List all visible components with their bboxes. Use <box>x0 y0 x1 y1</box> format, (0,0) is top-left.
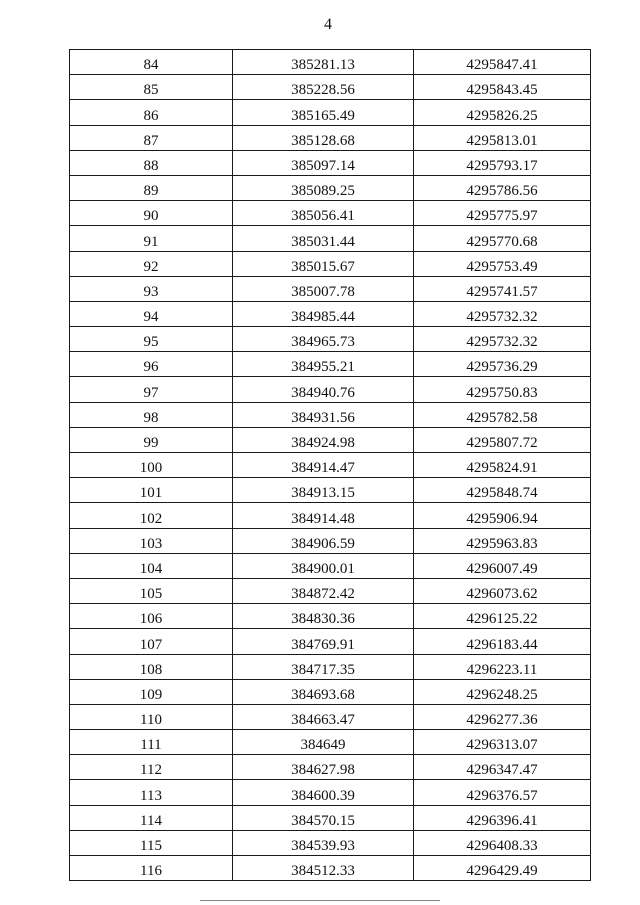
y-coordinate-cell: 4296408.33 <box>414 830 591 855</box>
point-number-cell: 90 <box>70 201 233 226</box>
y-coordinate-cell: 4295736.29 <box>414 352 591 377</box>
y-coordinate-cell: 4295847.41 <box>414 50 591 75</box>
x-coordinate-cell: 385056.41 <box>233 201 414 226</box>
point-number-cell: 93 <box>70 276 233 301</box>
table-row <box>70 226 591 251</box>
point-number-cell: 87 <box>70 125 233 150</box>
page-number: 4 <box>324 16 332 33</box>
x-coordinate-cell: 384872.42 <box>233 578 414 603</box>
x-coordinate-cell: 384940.76 <box>233 377 414 402</box>
table-row <box>70 327 591 352</box>
table-row <box>70 679 591 704</box>
y-coordinate-cell: 4296347.47 <box>414 755 591 780</box>
table-row <box>70 453 591 478</box>
x-coordinate-cell: 384914.47 <box>233 453 414 478</box>
table-row <box>70 175 591 200</box>
x-coordinate-cell: 385281.13 <box>233 50 414 75</box>
table-row <box>70 704 591 729</box>
table-row <box>70 629 591 654</box>
x-coordinate-cell: 384769.91 <box>233 629 414 654</box>
x-coordinate-cell: 385007.78 <box>233 276 414 301</box>
y-coordinate-cell: 4295963.83 <box>414 528 591 553</box>
point-number-cell: 94 <box>70 301 233 326</box>
x-coordinate-cell: 384600.39 <box>233 780 414 805</box>
y-coordinate-cell: 4295786.56 <box>414 175 591 200</box>
coordinates-table-body <box>70 50 591 881</box>
x-coordinate-cell: 384924.98 <box>233 427 414 452</box>
point-number-cell: 108 <box>70 654 233 679</box>
y-coordinate-cell: 4295848.74 <box>414 478 591 503</box>
y-coordinate-cell: 4295782.58 <box>414 402 591 427</box>
table-row <box>70 856 591 881</box>
y-coordinate-cell: 4295843.45 <box>414 75 591 100</box>
coordinates-table-container <box>69 49 591 881</box>
x-coordinate-cell: 384955.21 <box>233 352 414 377</box>
point-number-cell: 115 <box>70 830 233 855</box>
point-number-cell: 88 <box>70 150 233 175</box>
y-coordinate-cell: 4296248.25 <box>414 679 591 704</box>
table-row <box>70 553 591 578</box>
y-coordinate-cell: 4296277.36 <box>414 704 591 729</box>
y-coordinate-cell: 4295807.72 <box>414 427 591 452</box>
y-coordinate-cell: 4295813.01 <box>414 125 591 150</box>
x-coordinate-cell: 384627.98 <box>233 755 414 780</box>
y-coordinate-cell: 4295741.57 <box>414 276 591 301</box>
y-coordinate-cell: 4295775.97 <box>414 201 591 226</box>
point-number-cell: 86 <box>70 100 233 125</box>
x-coordinate-cell: 384539.93 <box>233 830 414 855</box>
point-number-cell: 91 <box>70 226 233 251</box>
y-coordinate-cell: 4296183.44 <box>414 629 591 654</box>
point-number-cell: 96 <box>70 352 233 377</box>
y-coordinate-cell: 4295824.91 <box>414 453 591 478</box>
x-coordinate-cell: 384914.48 <box>233 503 414 528</box>
table-row <box>70 604 591 629</box>
table-row <box>70 377 591 402</box>
table-row <box>70 100 591 125</box>
table-row <box>70 125 591 150</box>
x-coordinate-cell: 384649 <box>233 730 414 755</box>
x-coordinate-cell: 384906.59 <box>233 528 414 553</box>
x-coordinate-cell: 384663.47 <box>233 704 414 729</box>
point-number-cell: 112 <box>70 755 233 780</box>
x-coordinate-cell: 384693.68 <box>233 679 414 704</box>
x-coordinate-cell: 384830.36 <box>233 604 414 629</box>
table-row <box>70 730 591 755</box>
x-coordinate-cell: 384931.56 <box>233 402 414 427</box>
y-coordinate-cell: 4296125.22 <box>414 604 591 629</box>
table-row <box>70 528 591 553</box>
point-number-cell: 98 <box>70 402 233 427</box>
y-coordinate-cell: 4295793.17 <box>414 150 591 175</box>
point-number-cell: 84 <box>70 50 233 75</box>
x-coordinate-cell: 384512.33 <box>233 856 414 881</box>
table-row <box>70 301 591 326</box>
x-coordinate-cell: 385031.44 <box>233 226 414 251</box>
x-coordinate-cell: 385015.67 <box>233 251 414 276</box>
point-number-cell: 92 <box>70 251 233 276</box>
table-row <box>70 805 591 830</box>
table-row <box>70 755 591 780</box>
table-row <box>70 352 591 377</box>
y-coordinate-cell: 4295826.25 <box>414 100 591 125</box>
y-coordinate-cell: 4296376.57 <box>414 780 591 805</box>
y-coordinate-cell: 4296313.07 <box>414 730 591 755</box>
x-coordinate-cell: 384570.15 <box>233 805 414 830</box>
x-coordinate-cell: 384717.35 <box>233 654 414 679</box>
x-coordinate-cell: 385128.68 <box>233 125 414 150</box>
x-coordinate-cell: 385228.56 <box>233 75 414 100</box>
point-number-cell: 97 <box>70 377 233 402</box>
point-number-cell: 116 <box>70 856 233 881</box>
point-number-cell: 110 <box>70 704 233 729</box>
x-coordinate-cell: 385097.14 <box>233 150 414 175</box>
x-coordinate-cell: 384900.01 <box>233 553 414 578</box>
point-number-cell: 109 <box>70 679 233 704</box>
table-row <box>70 201 591 226</box>
coordinates-table <box>69 49 591 881</box>
point-number-cell: 114 <box>70 805 233 830</box>
y-coordinate-cell: 4295770.68 <box>414 226 591 251</box>
table-row <box>70 427 591 452</box>
y-coordinate-cell: 4296223.11 <box>414 654 591 679</box>
table-row <box>70 402 591 427</box>
table-row <box>70 251 591 276</box>
table-row <box>70 503 591 528</box>
y-coordinate-cell: 4295732.32 <box>414 327 591 352</box>
x-coordinate-cell: 384913.15 <box>233 478 414 503</box>
table-row <box>70 780 591 805</box>
point-number-cell: 106 <box>70 604 233 629</box>
point-number-cell: 104 <box>70 553 233 578</box>
x-coordinate-cell: 385089.25 <box>233 175 414 200</box>
point-number-cell: 101 <box>70 478 233 503</box>
table-row <box>70 654 591 679</box>
table-row <box>70 75 591 100</box>
point-number-cell: 102 <box>70 503 233 528</box>
point-number-cell: 95 <box>70 327 233 352</box>
y-coordinate-cell: 4295750.83 <box>414 377 591 402</box>
point-number-cell: 105 <box>70 578 233 603</box>
point-number-cell: 100 <box>70 453 233 478</box>
y-coordinate-cell: 4295732.32 <box>414 301 591 326</box>
x-coordinate-cell: 384965.73 <box>233 327 414 352</box>
x-coordinate-cell: 385165.49 <box>233 100 414 125</box>
point-number-cell: 113 <box>70 780 233 805</box>
table-row <box>70 50 591 75</box>
table-row <box>70 830 591 855</box>
table-row <box>70 276 591 301</box>
y-coordinate-cell: 4296396.41 <box>414 805 591 830</box>
point-number-cell: 99 <box>70 427 233 452</box>
scan-artifact-line <box>200 900 440 901</box>
point-number-cell: 89 <box>70 175 233 200</box>
point-number-cell: 103 <box>70 528 233 553</box>
point-number-cell: 85 <box>70 75 233 100</box>
y-coordinate-cell: 4295753.49 <box>414 251 591 276</box>
point-number-cell: 107 <box>70 629 233 654</box>
y-coordinate-cell: 4296429.49 <box>414 856 591 881</box>
table-row <box>70 478 591 503</box>
y-coordinate-cell: 4295906.94 <box>414 503 591 528</box>
y-coordinate-cell: 4296073.62 <box>414 578 591 603</box>
y-coordinate-cell: 4296007.49 <box>414 553 591 578</box>
x-coordinate-cell: 384985.44 <box>233 301 414 326</box>
table-row <box>70 150 591 175</box>
table-row <box>70 578 591 603</box>
point-number-cell: 111 <box>70 730 233 755</box>
